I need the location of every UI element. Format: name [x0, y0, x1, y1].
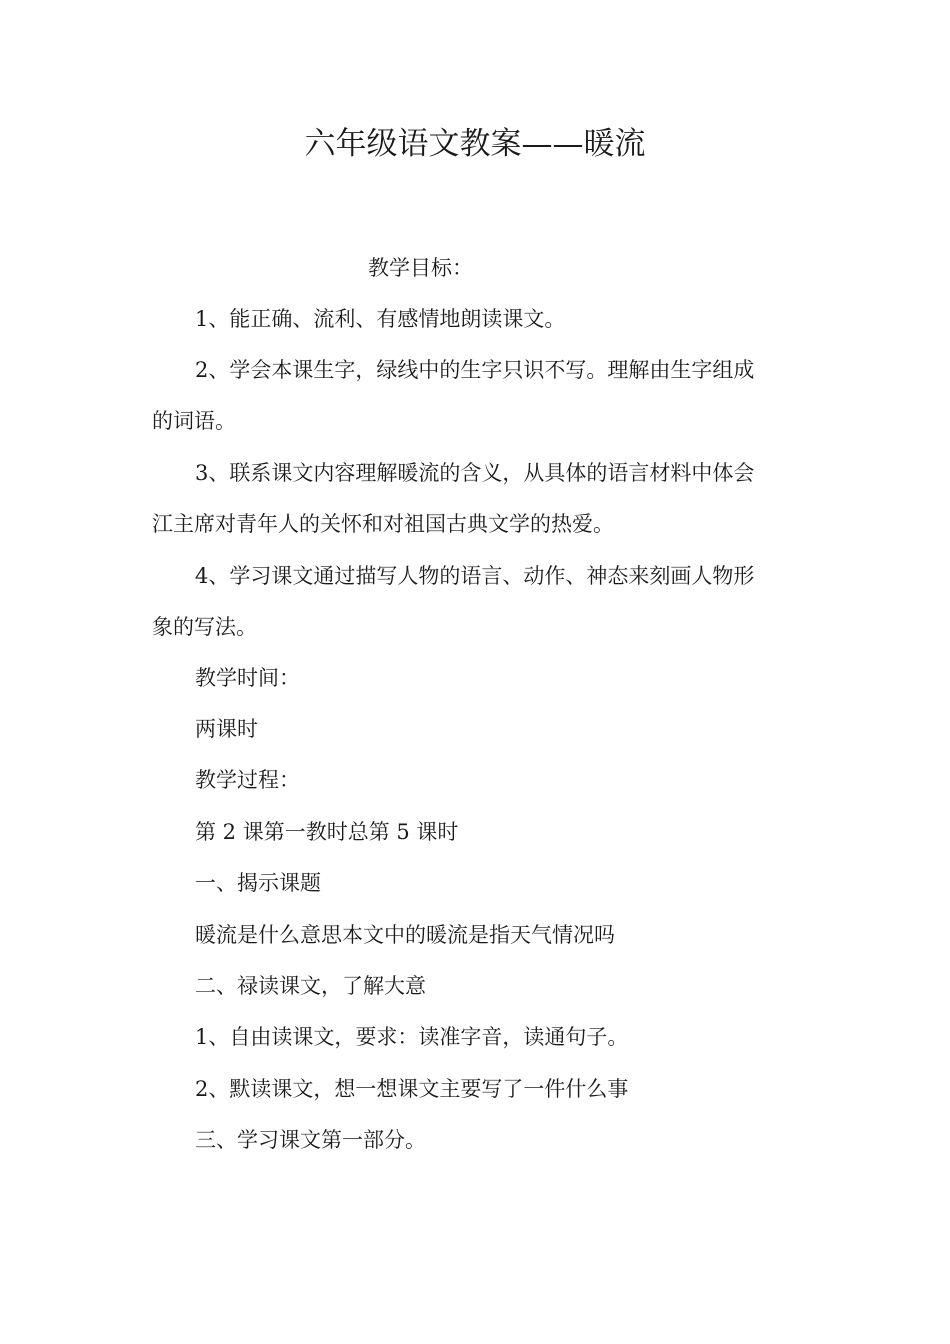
part-3-heading: 三、学习课文第一部分。 — [195, 1128, 426, 1152]
goal-3-line-2: 江主席对青年人的关怀和对祖国古典文学的热爱。 — [152, 512, 614, 536]
goal-1: 1、能正确、流利、有感情地朗读课文。 — [195, 307, 566, 331]
goal-2-line-1: 2、学会本课生字，绿线中的生字只识不写。理解由生字组成 — [195, 358, 755, 382]
time-value: 两课时 — [195, 717, 258, 741]
part-2-item-1: 1、自由读课文，要求：读准字音，读通句子。 — [195, 1025, 629, 1049]
goal-2-line-2: 的词语。 — [152, 409, 236, 433]
part-2-heading: 二、禄读课文，了解大意 — [195, 974, 426, 998]
goal-4-line-2: 象的写法。 — [152, 615, 257, 639]
part-1-heading: 一、揭示课题 — [195, 871, 321, 895]
time-heading: 教学时间： — [195, 666, 300, 690]
part-1-text: 暖流是什么意思本文中的暖流是指天气情况吗 — [195, 923, 615, 947]
goal-4-line-1: 4、学习课文通过描写人物的语言、动作、神态来刻画人物形 — [195, 564, 755, 588]
goals-heading: 教学目标： — [368, 256, 473, 280]
process-heading: 教学过程： — [195, 768, 300, 792]
lesson-info: 第 2 课第一教时总第 5 课时 — [195, 820, 459, 844]
goal-3-line-1: 3、联系课文内容理解暖流的含义，从具体的语言材料中体会 — [195, 461, 755, 485]
part-2-item-2: 2、默读课文，想一想课文主要写了一件什么事 — [195, 1077, 629, 1101]
document-title: 六年级语文教案——暖流 — [304, 126, 646, 162]
